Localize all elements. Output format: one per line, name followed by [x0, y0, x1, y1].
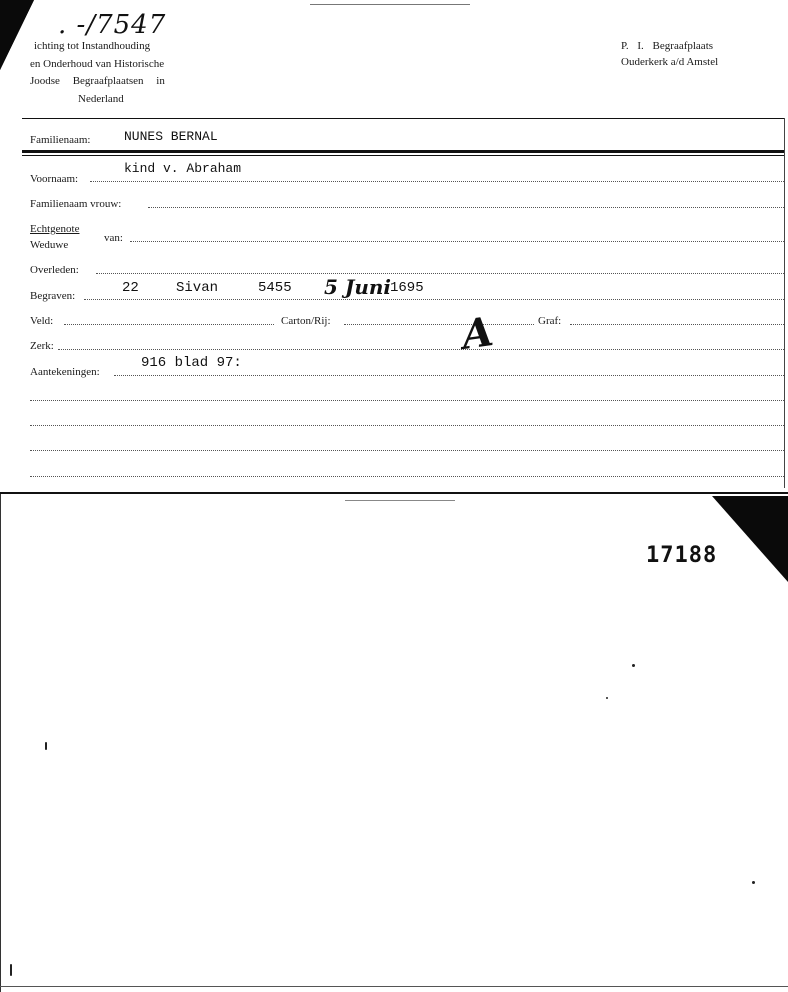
bottom-edge-line — [0, 986, 788, 987]
wife-family-label: Familienaam vrouw: — [30, 198, 122, 210]
stone-mark: A — [458, 308, 497, 359]
org-line-3: Joodse Begraafplaatsen in — [30, 75, 165, 87]
speck — [606, 697, 608, 699]
header-rule-thin — [22, 155, 784, 156]
lower-scan-area — [0, 494, 788, 992]
location-line-1: P. I. Begraafplaats — [621, 40, 714, 52]
notes-line-5 — [30, 476, 784, 477]
location-block — [621, 38, 718, 70]
speck — [45, 742, 47, 750]
buried-line — [84, 299, 784, 300]
widow-label: Weduwe — [30, 239, 69, 251]
black-corner-bottom-right — [712, 496, 788, 582]
buried-day: 22 — [122, 280, 139, 296]
scan-artifact-top — [310, 4, 470, 5]
org-line-4: Nederland — [78, 92, 124, 105]
header-rule-thick — [22, 150, 784, 153]
died-line — [96, 273, 784, 274]
handwritten-number: . -/7547 — [58, 10, 167, 40]
org-line-2: en Onderhoud van Historische — [30, 57, 165, 70]
died-label: Overleden: — [30, 264, 79, 276]
first-name-line — [90, 181, 784, 182]
card-edge-right — [784, 118, 785, 488]
stone-line — [58, 349, 784, 350]
speck — [632, 664, 635, 667]
field-line — [64, 324, 274, 325]
buried-year: 1695 — [390, 280, 424, 296]
family-name-label: Familienaam: — [30, 134, 91, 146]
buried-year-hebrew: 5455 — [258, 280, 292, 296]
header-rule-top — [22, 118, 784, 119]
grave-label: Graf: — [538, 315, 562, 327]
stamp-number: 17188 — [646, 543, 718, 568]
carton-line — [344, 324, 534, 325]
notes-line-4 — [30, 450, 784, 451]
of-label: van: — [104, 232, 123, 244]
notes-line-1 — [114, 375, 784, 376]
family-name-value: NUNES BERNAL — [124, 129, 218, 144]
location-line-2: Ouderkerk a/d Amstel — [621, 56, 719, 68]
notes-label: Aantekeningen: — [30, 366, 100, 378]
speck — [752, 881, 755, 884]
buried-label: Begraven: — [30, 290, 76, 302]
card — [0, 0, 788, 494]
first-name-value: kind v. Abraham — [124, 161, 242, 176]
notes-line-2 — [30, 400, 784, 401]
organisation-block — [30, 38, 165, 108]
notes-value: 916 blad 97: — [141, 355, 242, 371]
buried-hand-date: 5 Juni — [324, 275, 392, 299]
wife-family-line — [148, 207, 784, 208]
first-name-label: Voornaam: — [30, 173, 79, 185]
spouse-label: Echtgenote — [30, 223, 80, 235]
org-line-1: ichting tot Instandhouding — [34, 40, 151, 52]
buried-month: Sivan — [176, 280, 219, 296]
notes-line-3 — [30, 425, 784, 426]
carton-label: Carton/Rij: — [281, 315, 331, 327]
field-label: Veld: — [30, 315, 54, 327]
grave-line — [570, 324, 784, 325]
black-corner-top-left-shade — [0, 0, 34, 70]
left-edge-line — [0, 494, 1, 992]
speck — [10, 964, 12, 976]
stone-label: Zerk: — [30, 340, 54, 352]
of-line — [130, 241, 784, 242]
